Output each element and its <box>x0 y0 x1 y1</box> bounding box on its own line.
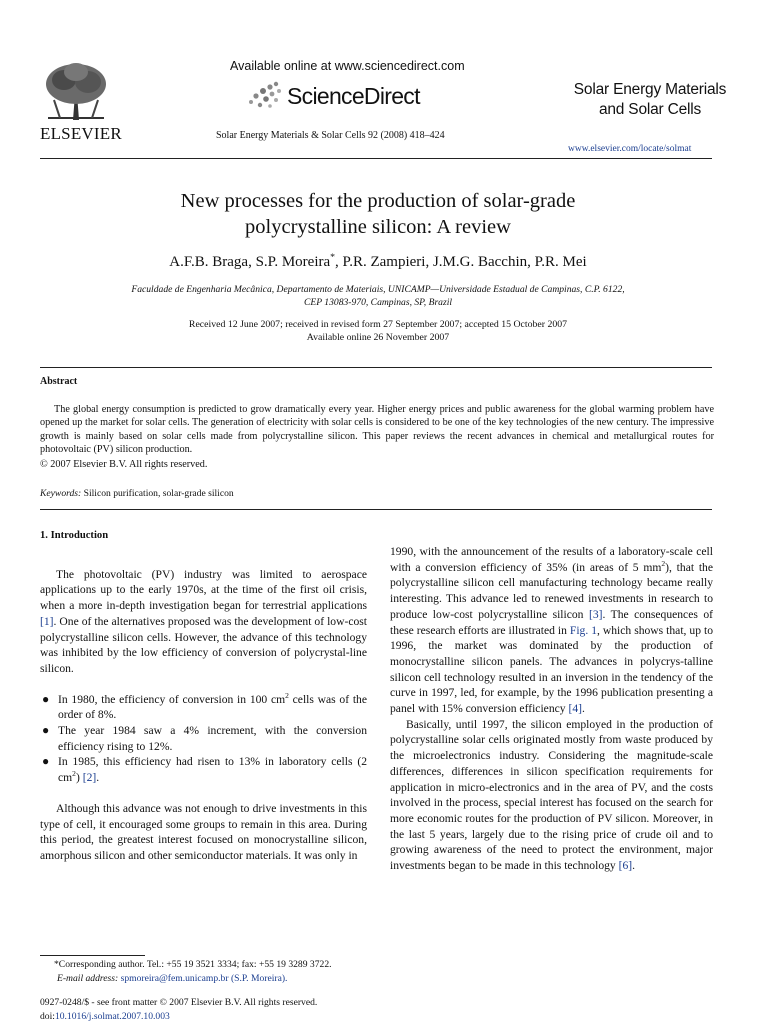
title-line-2: polycrystalline silicon: A review <box>245 216 511 238</box>
issn-line: 0927-0248/$ - see front matter © 2007 Elsevier B.V. All rights reserved. <box>40 997 318 1008</box>
bullet-item-1985: ● In 1985, this efficiency had risen to 13% in laboratory cells (2 $cm^2$) [2]. <box>42 754 367 785</box>
corresponding-author-contact: *Corresponding author. Tel.: +55 19 3521 3334; fax: +55 19 3289 3722. <box>54 959 332 970</box>
journal-url-link[interactable]: www.elsevier.com/locate/solmat <box>568 144 692 154</box>
journal-name-line-1: Solar Energy Materials <box>573 81 727 98</box>
keywords <box>40 488 234 499</box>
article-history <box>60 318 696 344</box>
available-online-text: Available online at www.sciencedirect.com <box>230 59 465 73</box>
keywords-label: Keywords: <box>40 488 82 499</box>
elsevier-tree-logo-icon <box>40 60 112 122</box>
keywords-divider <box>40 509 712 510</box>
corresponding-author-footnote <box>40 955 380 985</box>
doi-line <box>40 1010 400 1024</box>
reference-link-3[interactable]: [3] <box>588 607 603 621</box>
reference-link-4[interactable]: [4] <box>568 702 582 716</box>
article-title <box>40 188 716 240</box>
doi-link[interactable]: 10.1016/j.solmat.2007.10.003 <box>54 1010 170 1022</box>
abstract-divider-top <box>40 367 712 368</box>
journal-citation: Solar Energy Materials & Solar Cells 92 (2008) 418–424 <box>216 130 445 141</box>
email-label: E-mail address: <box>57 972 119 984</box>
bullet-dot-icon: ● <box>42 754 50 769</box>
abstract-body: The global energy consumption is predicted to grow dramatically every year. Higher energy prices and public awareness for the global warming problem have opened up the market for solar cells. The generation of electricity with solar cells is considered to be one of the key technologies of the new century. The impressive growth is mainly based on solar cells made from polycrystalline silicon. This paper reviews the recent advances in chemical and metallurgical routes for photovoltaic (PV) silicon production. <box>40 404 714 456</box>
intro-paragraph-2: Although this advance was not enough to drive investments in this type of cell, it encouraged some groups to remain in this area. During this period, the greatest interest focused on monocrystalline silicon, amorphous silicon and other semiconductor materials. It was only in <box>40 801 367 862</box>
affiliation <box>60 283 696 309</box>
abstract-heading: Abstract <box>40 376 78 387</box>
right-column <box>390 544 713 874</box>
journal-name-line-2: and Solar Cells <box>598 101 702 118</box>
authors-part-1: A.F.B. Braga, S.P. Moreira <box>169 254 331 270</box>
doi-label: doi: <box>40 1010 55 1022</box>
publisher-name: ELSEVIER <box>40 124 122 143</box>
abstract-copyright: © 2007 Elsevier B.V. All rights reserved. <box>40 459 208 470</box>
sciencedirect-dots-icon <box>246 80 282 110</box>
efficiency-bullet-list <box>40 692 367 786</box>
reference-link-6[interactable]: [6] <box>618 859 633 873</box>
left-column <box>40 528 367 864</box>
right-paragraph-2: Basically, until 1997, the silicon employed in the production of polycrystalline solar cells originated mostly from waste produced by the microelectronics industry. Considering the magnitude-scale differences, differences in silicon specification requirements for application in micro-electronics and in the area of PV, and the costs involved in the process, special interest has focused on the search for more economic routes for the production of PV silicon. Moreover, in the last 5 years, largely due to the rising price of crude oil and to growing awareness of the need to protect the environment, major investments began to be made in this technology [6]. <box>390 717 713 873</box>
front-matter <box>40 996 400 1023</box>
section-heading-introduction: 1. Introduction <box>40 530 109 541</box>
bullet-item-1984: ● The year 1984 saw a 4% increment, with the conversion efficiency rising to 12%. <box>42 723 367 753</box>
author-list <box>40 254 716 271</box>
figure-1-link[interactable]: Fig. 1 <box>569 623 598 637</box>
journal-name <box>560 80 740 120</box>
bullet-dot-icon: ● <box>42 691 50 706</box>
affiliation-line-2: CEP 13083-970, Campinas, SP, Brazil <box>303 297 453 308</box>
available-online-date: Available online 26 November 2007 <box>306 332 450 343</box>
received-dates: Received 12 June 2007; received in revised form 27 September 2007; accepted 15 October 2007 <box>188 319 568 330</box>
email-line <box>40 972 380 986</box>
email-link[interactable]: spmoreira@fem.unicamp.br (S.P. Moreira). <box>120 972 288 984</box>
reference-link-1[interactable]: [1] <box>40 614 54 628</box>
bullet-item-1980: ● In 1980, the efficiency of conversion in 100 $cm^2$ cells was of the order of 8%. <box>42 690 367 722</box>
reference-link-2[interactable]: [2] <box>82 771 97 785</box>
authors-part-2: , P.R. Zampieri, J.M.G. Bacchin, P.R. Mei <box>335 254 587 270</box>
corresponding-author-mark[interactable]: * <box>330 252 336 263</box>
sciencedirect-logo-text: ScienceDirect <box>287 83 420 109</box>
affiliation-line-1: Faculdade de Engenharia Mecânica, Departamento de Materiais, UNICAMP—Universidade Estadual de Campinas, C.P. 6122, <box>131 284 625 295</box>
title-line-1: New processes for the production of solar-grade <box>180 190 576 212</box>
right-paragraph-1: 1990, with the announcement of the results of a laboratory-scale cell with a conversion efficiency of 35% (in areas of 5 $mm^2$), that the polycrystalline silicon cell manufacturing technology became really interesting. This advance led to renewed investments in research to produce low-cost polycrystalline silicon [3]. The consequences of these research efforts are illustrated in Fig. 1, which shows that, up to 1996, the market was dominated by the production of monocrystalline silicon panels. The advances in polycrys-talline silicon cell technology resulted in an inversion in the tendency of the curve in 1997, led, for example, by the 1996 publication presenting a panel with 15% conversion efficiency [4]. <box>390 545 714 716</box>
keywords-value: Silicon purification, solar-grade silicon <box>83 488 234 499</box>
intro-paragraph-1: The photovoltaic (PV) industry was limited to aerospace applications up to the early 1970s, at the time of the first oil crisis, when a more in-depth investigation began for terrestrial applications [1]. One of the alternatives proposed was the development of low-cost polycrystalline silicon cells. However, the advance of this technology was inhibited by the low efficiency of conversion of polycrystal-line silicon. <box>40 567 367 675</box>
header-divider <box>40 158 712 159</box>
bullet-dot-icon: ● <box>42 723 50 738</box>
